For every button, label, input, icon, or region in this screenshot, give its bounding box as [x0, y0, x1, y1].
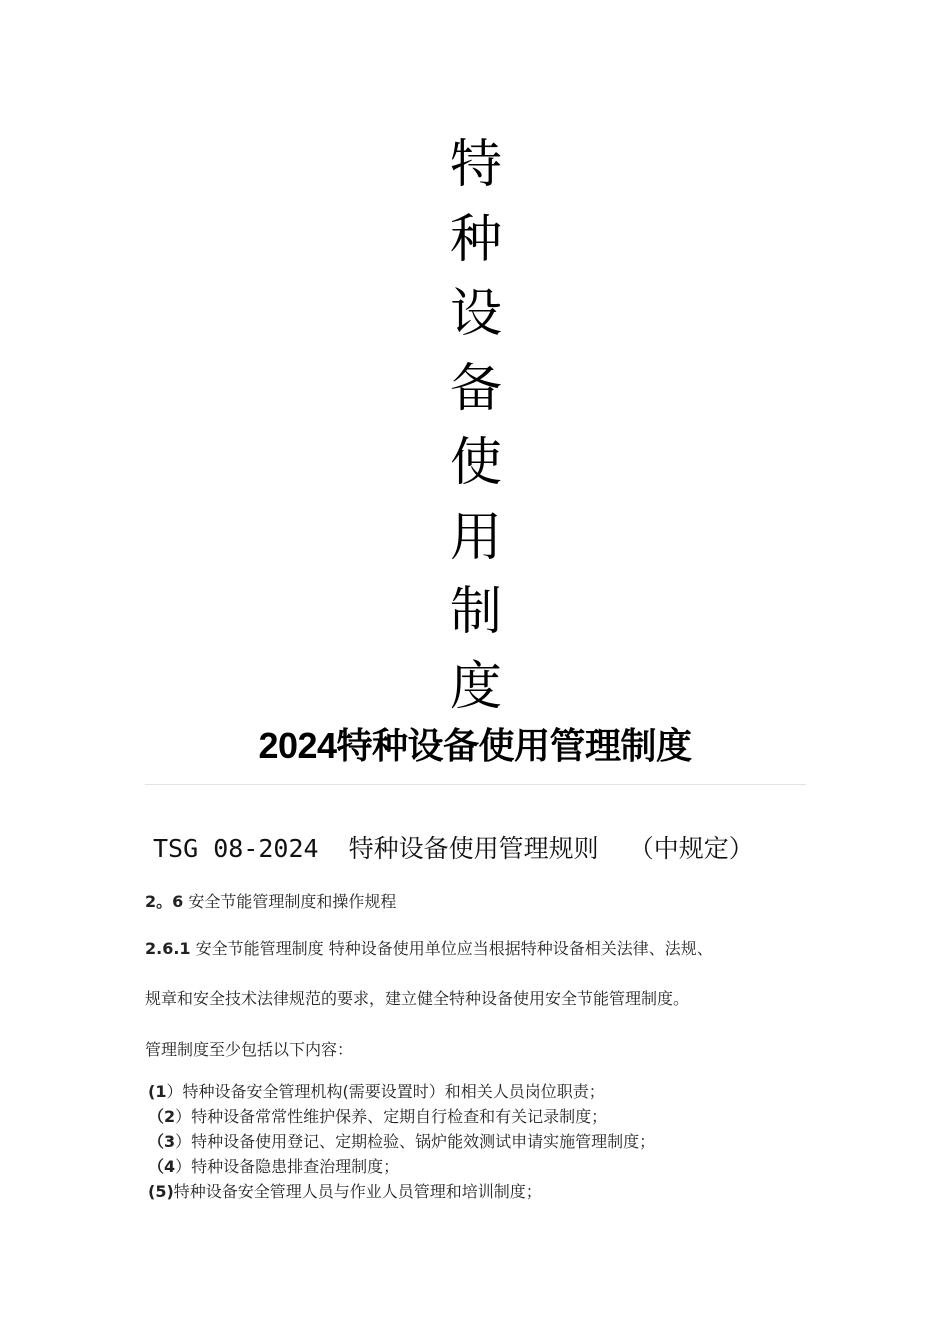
list-item-text: ）特种设备安全管理机构(需要设置时）和相关人员岗位职责；	[166, 1082, 605, 1101]
list-item-number: （4	[148, 1157, 176, 1176]
list-item-text: ）特种设备隐患排查治理制度；	[175, 1157, 400, 1176]
section-heading	[145, 889, 396, 912]
cover-char: 设	[449, 284, 502, 344]
list-item-number: （2	[148, 1107, 176, 1126]
clause-number: 2.6.1	[145, 939, 191, 958]
list-item-text: ）特种设备使用登记、定期检验、锅炉能效测试申请实施管理制度；	[175, 1132, 656, 1151]
cover-char: 种	[449, 209, 502, 270]
title-divider	[145, 784, 806, 785]
section-text: 安全节能管理制度和操作规程	[183, 892, 397, 911]
cover-char: 备	[449, 358, 502, 419]
list-item	[148, 1179, 542, 1202]
regulation-subtitle: TSG 08-2024 特种设备使用管理规则 （中规定）	[153, 834, 754, 863]
clause-text: 安全节能管理制度 特种设备使用单位应当根据特种设备相关法律、法规、	[190, 939, 713, 958]
list-item-text: 特种设备安全管理人员与作业人员管理和培训制度；	[173, 1182, 542, 1201]
list-item	[148, 1104, 607, 1127]
cover-char: 特	[449, 135, 502, 195]
vertical-cover-title	[444, 128, 508, 724]
document-title: 2024特种设备使用管理制度	[258, 725, 692, 766]
list-item-text: ）特种设备常常性维护保养、定期自行检查和有关记录制度；	[175, 1107, 608, 1126]
paragraph-line: 规章和安全技术法律规范的要求，建立健全特种设备使用安全节能管理制度。	[145, 989, 690, 1008]
cover-char: 制	[449, 582, 502, 642]
list-item-number: (5)	[148, 1182, 174, 1201]
cover-char: 用	[449, 507, 502, 568]
cover-char: 度	[449, 656, 502, 717]
list-item	[148, 1154, 399, 1177]
list-item-number: (1	[148, 1082, 167, 1101]
list-item-number: （3	[148, 1132, 176, 1151]
cover-char: 使	[449, 433, 502, 493]
list-item	[148, 1079, 605, 1102]
list-intro: 管理制度至少包括以下内容：	[145, 1040, 354, 1059]
paragraph-line	[145, 936, 713, 959]
section-number: 2。6	[145, 892, 184, 911]
list-item	[148, 1129, 655, 1152]
